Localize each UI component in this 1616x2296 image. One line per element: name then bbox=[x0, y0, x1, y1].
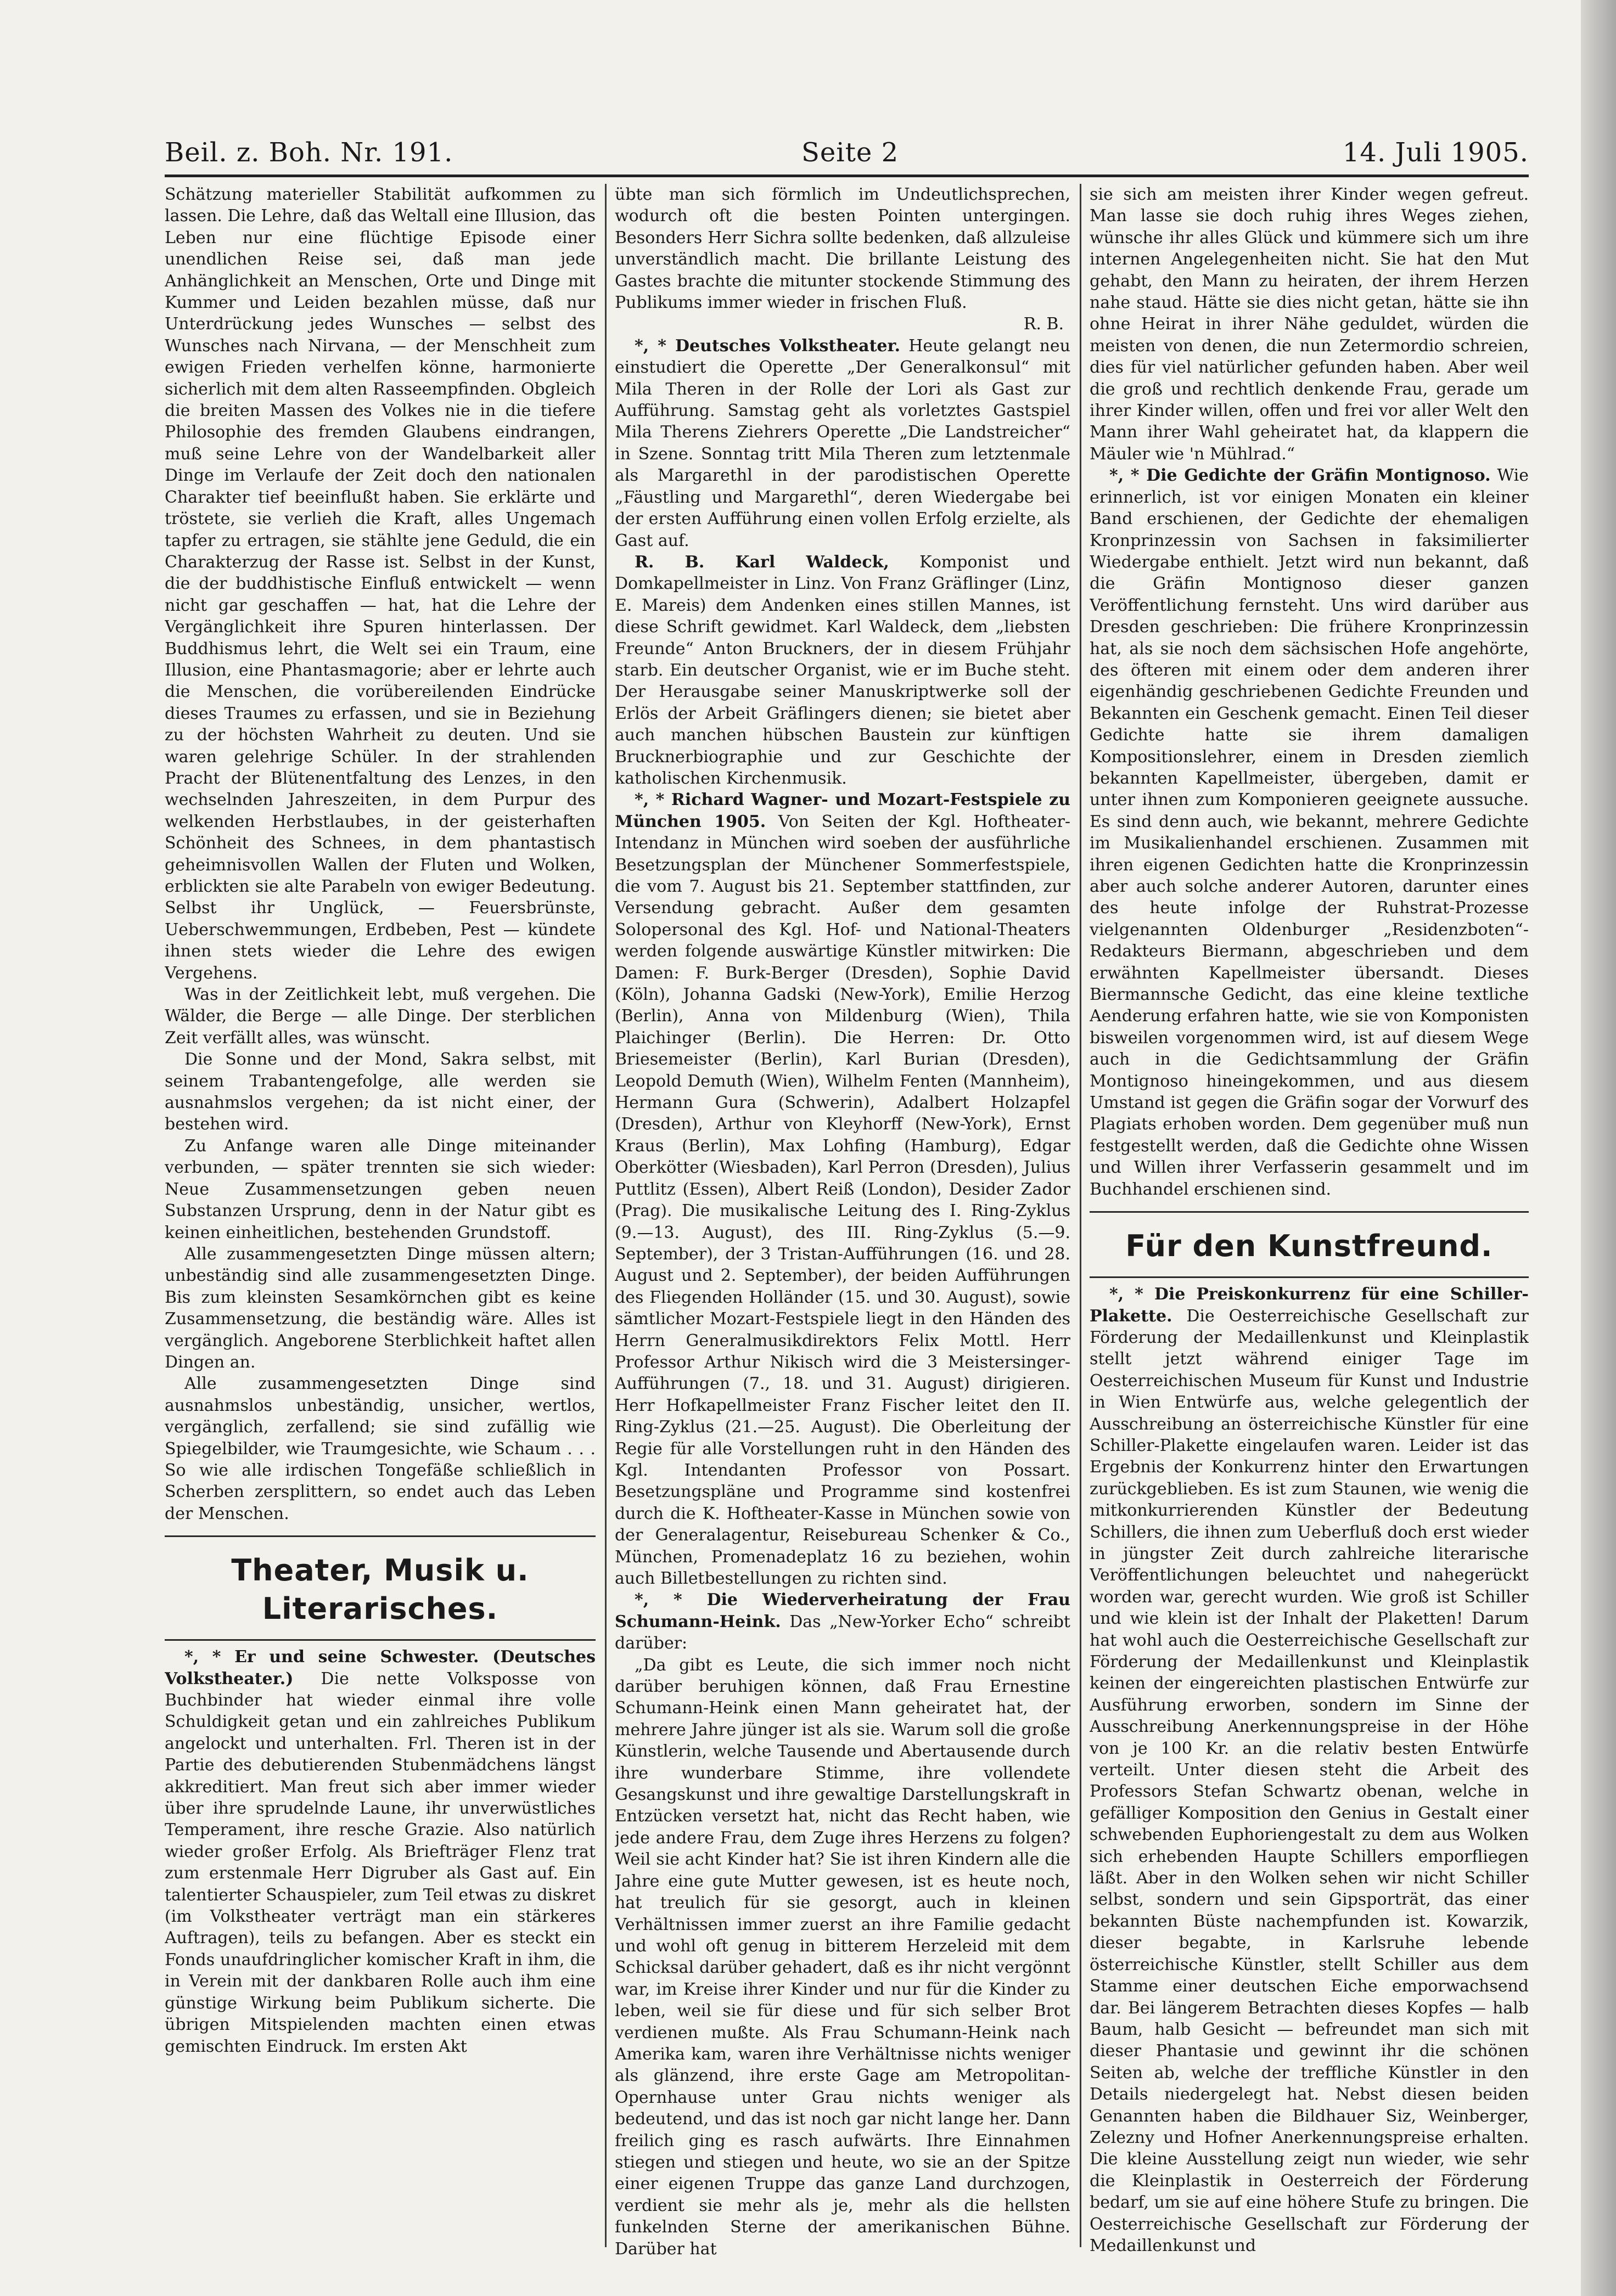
quote: „Da gibt es Leute, die sich immer noch nicht darüber beruhigen können, daß Frau Ernestine Schumann-Heink einen Mann geheiratet hat, der mehrere Jahre jünger ist als sie. Warum soll die große Künstlerin, welche Tausende und Abertausende durch ihre wunderbare Stimme, ihre vollendete Gesangskunst und ihre gewaltige Darstellungskraft in Entzücken versetzt hat, nicht das Recht haben, wie jede andere Frau, dem Zuge ihres Herzens zu folgen? Weil sie acht Kinder hat? Sie ist ihren Kindern alle die Jahre eine gute Mutter gewesen, ist es heute noch, hat treulich für sie gesorgt, auch in kleinen Verhältnissen immer zuerst an ihre Familie gedacht und wohl oft genug in bitterem Herzeleid mit dem Schicksal darüber gehadert, daß es ihr nicht vergönnt war, im Kreise ihrer Kinder und nur für die Kinder zu leben, weil sie für diese und für sich selber Brot verdienen mußte. Als Frau Schumann-Heink nach Amerika kam, waren ihre Verhältnisse nichts weniger als glänzend, ihre erste Gage am Metropolitan-Opernhause unter Grau nichts weniger als bedeutend, und das ist noch gar nicht lange her. Dann freilich ging es rasch aufwärts. Ihre Einnahmen stiegen und stiegen und heute, wo sie an der Spitze einer eigenen Truppe das ganze Land durchzogen, verdient sie mehr als je, mehr als die hellsten funkelnden Sterne der amerikanischen Bühne. Darüber hat bbox=[615, 1655, 1070, 2258]
article-heading: *, * Deutsches Volkstheater. bbox=[635, 336, 901, 356]
page-header bbox=[165, 137, 1529, 176]
article-text: Wie erinnerlich, ist vor einigen Monaten ein kleiner Band erschienen, der Gedichte der ehemaligen Kronprinzessin von Sachsen in faksimilierter Wiedergabe enthielt. Jetzt wird nun bekannt, daß die Gräfin Montignoso dieser ganzen Veröffentlichung fernsteht. Uns wird darüber aus Dresden geschrieben: Die frühere Kronprinzessin hat, als sie noch dem sächsischen Hofe angehörte, des öfteren mit einem oder dem anderen ihrer eigenhändig geschriebenen Gedichte Freunden und Bekannten ein Geschenk gemacht. Einen Teil dieser Gedichte hatte sie ihrem damaligen Kompositionslehrer, einem in Dresden ziemlich bekannten Kapellmeister, übergeben, damit er unter ihnen zum Komponieren geeignete aussuche. Es sind denn auch, wie bekannt, mehrere Gedichte im Musikalienhandel erschienen. Zusammen mit ihren eigenen Gedichten hatte die Kronprinzessin aber auch solche anderer Autoren, darunter eines des heute infolge der Ruhstrat-Prozesse vielgenannten Oldenburger „Residenzboten“-Redakteurs Biermann, abgeschrieben und dem erwähnten Kapellmeister übersandt. Dieses Biermannsche Gedicht, das eine kleine textliche Aenderung erfahren hatte, wie sie von Komponisten bisweilen vorgenommen wird, ist auf diesem Wege auch in die Gedichtsammlung der Gräfin Montignoso hineingekommen, und aus diesem Umstand ist gegen die Gräfin sogar der Vorwurf des Plagiats erhoben worden. Dem gegenüber muß nun festgestellt werden, daß die Gedichte ohne Wissen und Willen ihrer Verfasserin gesammelt und im Buchhandel erschienen sind. bbox=[1090, 466, 1529, 1199]
article-text: Die nette Volksposse von Buchbinder hat wieder einmal ihre volle Schuldigkeit getan und ein zahlreiches Publikum angelockt und unterhalten. Frl. Theren ist in der Partie des debutierenden Stubenmädchens längst akkreditiert. Man freut sich aber immer wieder über ihre sprudelnde Laune, ihr unverwüstliches Temperament, ihre resche Grazie. Also natürlich wieder großer Erfolg. Als Briefträger Flenz trat zum erstenmale Herr Digruber als Gast auf. Ein talentierter Schauspieler, zum Teil etwas zu diskret (im Volkstheater verträgt man ein stärkeres Auftragen), teils zu befangen. Aber es steckt ein Fonds unaufdringlicher komischer Kraft in ihm, die in Verein mit der dankbaren Rolle auch ihm eine günstige Wirkung beim Publikum sicherte. Die übrigen Mitspielenden machten einen etwas gemischten Eindruck. Im ersten Akt bbox=[165, 1669, 596, 2056]
column-1 bbox=[165, 184, 596, 2258]
section-rule bbox=[165, 1639, 596, 1641]
paragraph: Alle zusammengesetzten Dinge müssen altern; unbeständig sind alle zusammengesetzten Dinge. Bis zum kleinsten Sesamkörnchen gibt es keine Zusammensetzung, die beständig wäre. Alles ist vergänglich. Angeborene Sterblichkeit haftet allen Dingen an. bbox=[165, 1244, 596, 1372]
signature: R. B. bbox=[1023, 314, 1064, 334]
article-text: Komponist und Domkapellmeister in Linz. Von Franz Gräflinger (Linz, E. Mareis) dem Andenken eines stillen Mannes, ist diese Schrift gewidmet. Karl Waldeck, dem „liebsten Freunde“ Anton Bruckners, der in diesem Frühjahr starb. Ein deutscher Organist, wie er im Buche steht. Der Herausgabe seiner Manuskriptwerke soll der Erlös der Arbeit Gräflingers dienen; sie bietet aber auch manchen hübschen Baustein zur künftigen Brucknerbiographie und zur Geschichte der katholischen Kirchenmusik. bbox=[615, 552, 1070, 788]
article-text: Heute gelangt neu einstudiert die Operette „Der Generalkonsul“ mit Mila Theren in der Rolle der Lori als Gast zur Aufführung. Samstag geht als vorletztes Gastspiel Mila Therens Ziehrers Operette „Die Landstreicher“ in Szene. Sonntag tritt Mila Theren zum letztenmale als Margarethl in der parodistischen Operette „Fäustling und Margarethl“, deren Wiedergabe bei der ersten Aufführung einen vollen Erfolg erzielte, als Gast auf. bbox=[615, 336, 1070, 550]
article-text: Die Oesterreichische Gesellschaft zur Förderung der Medaillenkunst und Kleinplastik stellt jetzt während einiger Tage im Oesterreichischen Museum für Kunst und Industrie in Wien Entwürfe aus, welche gelegentlich der Ausschreibung an österreichische Künstler für eine Schiller-Plakette eingelaufen waren. Leider ist das Ergebnis der Konkurrenz hinter den Erwartungen zurückgeblieben. Es ist zum Staunen, wie wenig die mitkonkurrierenden Künstler der Bedeutung Schillers, die ihnen zum Ueberfluß doch erst wieder in jüngster Zeit durch zahlreiche literarische Veröffentlichungen beleuchtet und nahegerückt worden war, gerecht wurden. Wie groß ist Schiller und wie klein ist der Inhalt der Plaketten! Darum hat wohl auch die Oesterreichische Gesellschaft zur Förderung der Medaillenkunst und Kleinplastik keinen der eingereichten plastischen Entwürfe zur Ausführung erworben, sondern im Sinne der Ausschreibung Anerkennungspreise in der Höhe von je 100 Kr. an die relativ besten Entwürfe verteilt. Unter diesen steht die Arbeit des Professors Stefan Schwartz obenan, welche in gefälliger Komposition den Genius in Gestalt einer schwebenden Euphoriengestalt zu dem aus Wolken sich erhebenden Haupte Schillers emporfliegen läßt. Aber in den Wolken sehen wir nicht Schiller selbst, sondern und sein Gipsporträt, das einer bekannten Büste nachempfunden ist. Kowarzik, dieser begabte, in Karlsruhe lebende österreichische Künstler, stellt Schiller aus dem Stamme einer deutschen Eiche emporwachsend dar. Bei längerem Betrachten dieses Kopfes — halb Baum, halb Gesicht — befreundet man sich mit dieser Phantasie und gewinnt ihr die schönen Seiten ab, welche der treffliche Künstler in den Details niedergelegt hat. Nebst diesen beiden Genannten haben die Bildhauer Siz, Weinberger, Zelezny und Hofner Anerkennungspreise erhalten. Die kleine Ausstellung zeigt nun wieder, wie sehr die Kleinplastik in Oesterreich der Förderung bedarf, um sie auf eine höhere Stufe zu bringen. Die Oesterreichische Gesellschaft zur Förderung der Medaillenkunst und bbox=[1090, 1306, 1529, 2255]
paragraph: übte man sich förmlich im Undeutlichsprechen, wodurch oft die besten Pointen untergingen. Besonders Herr Sichra sollte bedenken, daß allzuleise unverständlich macht. Die brillante Leistung des Gastes brachte die mitunter stockende Stimmung des Publikums immer wieder in frischen Fluß. bbox=[615, 185, 1070, 313]
paragraph: Was in der Zeitlichkeit lebt, muß vergehen. Die Wälder, die Berge — alle Dinge. Der sterblichen Zeit verfällt alles, was wünscht. bbox=[165, 985, 596, 1048]
paragraph: Die Sonne und der Mond, Sakra selbst, mit seinem Trabantengefolge, alle werden sie ausnahmslos vergehen; da ist nicht einer, der bestehen wird. bbox=[165, 1050, 596, 1134]
header-rule bbox=[165, 175, 1529, 177]
column-divider bbox=[605, 184, 607, 2247]
article-heading: *, * Die Gedichte der Gräfin Montignoso. bbox=[1109, 466, 1491, 486]
page-number: Seite 2 bbox=[801, 137, 899, 168]
page-edge bbox=[1581, 0, 1616, 2296]
paragraph: Schätzung materieller Stabilität aufkommen zu lassen. Die Lehre, daß das Weltall eine Illusion, das Leben nur eine flüchtige Episode einer unendlichen Reise sei, daß man jede Anhänglichkeit an Menschen, Orte und Dinge mit Kummer und Leiden bezahlen müsse, daß nur Unterdrückung jedes Wunsches — selbst des Wunsches nach Nirvana, — der Menschheit zum ewigen Frieden verhelfen könne, harmonierte sicherlich mit dem alten Rasseempfinden. Obgleich die breiten Massen des Volkes nie in die tiefere Philosophie des fremden Glaubens eindrangen, muß seine Lehre von der Wandelbarkeit aller Dinge im Verlaufe der Zeit doch den nationalen Charakter tief beeinflußt haben. Sie erklärte und tröstete, sie verlieh die Kraft, alles Ungemach tapfer zu ertragen, sie stählte jene Geduld, die ein Charakterzug der Rasse ist. Selbst in der Kunst, die der buddhistische Einfluß entwickelt — wenn nicht gar geschaffen — hat, hat die Lehre der Vergänglichkeit ihre Spuren hinterlassen. Der Buddhismus lehrt, die Welt sei ein Traum, eine Illusion, eine Phantasmagorie; aber er lehrte auch die Menschen, die vorübereilenden Eindrücke dieses Traumes zu erfassen, und sie in Beziehung zu der höchsten Wahrheit zu deuten. Und sie waren gelehrige Schüler. In der strahlenden Pracht der Blütenentfaltung des Lenzes, in den wechselnden Jahreszeiten, in dem Purpur des welkenden Herbstlaubes, in der geisterhaften Schönheit des Schnees, in dem phantastisch geheimnisvollen Wallen der Fluten und Wolken, erblickten sie alte Parabeln von ewiger Bedeutung. Selbst ihr Unglück, — Feuersbrünste, Ueberschwemmungen, Erdbeben, Pest — kündete ihnen stets wieder die Lehre des ewigen Vergehens. bbox=[165, 185, 596, 983]
section-title-theater: Theater, Musik u. Literarisches. bbox=[231, 1553, 529, 1627]
article-heading: *, * Die Preiskonkurrenz für eine Schiller-Plakette. bbox=[1090, 1285, 1529, 1326]
paragraph: sie sich am meisten ihrer Kinder wegen gefreut. Man lasse sie doch ruhig ihres Weges ziehen, wünsche ihr alles Glück und kümmere sich um ihre internen Angelegenheiten nicht. Sie hat den Mut gehabt, den Mann zu heiraten, der ihrem Herzen nahe staud. Hätte sie dies nicht getan, hätte sie ihn ohne Heirat in ihrer Nähe geduldet, würden die meisten von denen, die nun Zetermordio schreien, dies für viel natürlicher gefunden haben. Aber weil die groß und rechtlich denkende Frau, gerade um ihrer Kinder willen, offen und frei vor aller Welt den Mann ihrer Wahl geheiratet hat, da klappern die Mäuler wie 'n Mühlrad.“ bbox=[1090, 185, 1529, 464]
column-2 bbox=[615, 184, 1070, 2258]
column-3 bbox=[1090, 184, 1529, 2258]
article-heading: *, * Die Wiederverheiratung der Frau Schumann-Heink. bbox=[615, 1590, 1070, 1631]
column-divider bbox=[1080, 184, 1081, 2247]
article-text: Von Seiten der Kgl. Hoftheater-Intendanz in München wird soeben der ausführliche Besetzungsplan der Münchener Sommerfestspiele, die vom 7. August bis 21. September stattfinden, zur Versendung gebracht. Außer dem gesamten Solopersonal des Kgl. Hof- und National-Theaters werden folgende auswärtige Künstler mitwirken: Die Damen: F. Burk-Berger (Dresden), Sophie David (Köln), Johanna Gadski (New-York), Emilie Herzog (Berlin), Anna von Mildenburg (Wien), Thila Plaichinger (Berlin). Die Herren: Dr. Otto Briesemeister (Berlin), Karl Burian (Dresden), Leopold Demuth (Wien), Wilhelm Fenten (Mannheim), Hermann Gura (Schwerin), Adalbert Holzapfel (Dresden), Arthur von Kleyhorff (New-York), Ernst Kraus (Berlin), Max Lohfing (Hamburg), Edgar Oberkötter (Wiesbaden), Karl Perron (Dresden), Julius Puttlitz (Essen), Albert Reiß (London), Desider Zador (Prag). Die musikalische Leitung des I. Ring-Zyklus (9.—13. August), des III. Ring-Zyklus (5.—9. September), der 3 Tristan-Aufführungen (16. und 28. August und 2. September), der beiden Aufführungen des Fliegenden Holländer (15. und 30. August), sowie sämtlicher Mozart-Festspiele liegt in den Händen des Herrn Generalmusikdirektors Felix Mottl. Herr Professor Arthur Nikisch wird die 3 Meistersinger-Aufführungen (7., 18. und 31. August) dirigieren. Herr Hofkapellmeister Franz Fischer leitet den II. Ring-Zyklus (21.—25. August). Die Oberleitung der Regie für alle Vorstellungen ruht in den Händen des Kgl. Intendanten Professor von Possart. Besetzungspläne und Programme sind kostenfrei durch die K. Hoftheater-Kasse in München sowie von der Generalagentur, Reisebureau Schenker & Co., München, Promenadeplatz 16 zu beziehen, wohin auch Billetbestellungen zu richten sind. bbox=[615, 812, 1070, 1588]
issue-date: 14. Juli 1905. bbox=[1342, 137, 1529, 168]
article-heading: *, * Er und seine Schwester. (Deutsches Volkstheater.) bbox=[165, 1647, 596, 1689]
section-rule bbox=[1090, 1211, 1529, 1213]
section-rule bbox=[165, 1535, 596, 1537]
article-text: Das „New-Yorker Echo“ schreibt darüber: bbox=[615, 1612, 1070, 1653]
paragraph: Zu Anfange waren alle Dinge miteinander verbunden, — später trennten sie sich wieder: Neue Zusammensetzungen geben neuen Substanzen Ursprung, denn in der Natur gibt es keinen einheitlichen, bestehenden Grundstoff. bbox=[165, 1136, 596, 1242]
article-heading: R. B. Karl Waldeck, bbox=[635, 552, 889, 572]
issue-label: Beil. z. Boh. Nr. 191. bbox=[165, 137, 453, 168]
paragraph: Alle zusammengesetzten Dinge sind ausnahmslos unbeständig, unsicher, wertlos, vergänglich, zerfallend; sie sind zufällig wie Spiegelbilder, wie Traumgesichte, wie Schaum . . . So wie alle irdischen Tongefäße schließlich in Scherben zersplittern, so endet auch das Leben der Menschen. bbox=[165, 1374, 596, 1523]
section-rule bbox=[1090, 1276, 1529, 1278]
section-title-kunstfreund: Für den Kunstfreund. bbox=[1125, 1229, 1493, 1264]
article-heading: *, * Richard Wagner- und Mozart-Festspiele zu München 1905. bbox=[615, 790, 1070, 831]
